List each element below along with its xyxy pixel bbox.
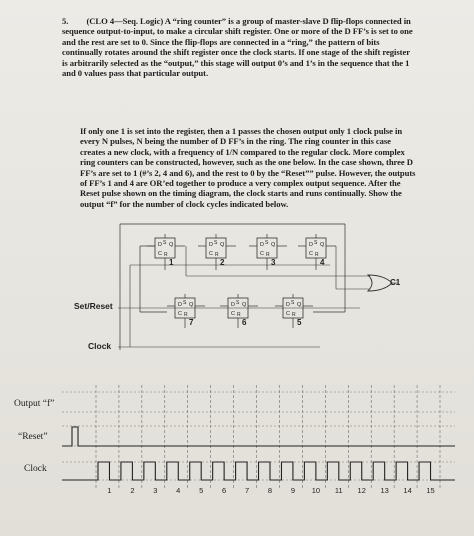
cycle-number-label: 10 — [311, 486, 321, 495]
pin-r-label: R — [184, 312, 188, 318]
pin-d-label: D — [178, 302, 182, 308]
cycle-number-label: 11 — [334, 486, 343, 495]
cycle-number-label: 8 — [267, 486, 273, 495]
pin-d-label: D — [260, 242, 264, 248]
cycle-number-label: 1 — [107, 486, 112, 495]
flip-flop-number: 7 — [189, 318, 194, 327]
cycle-number-label: 6 — [222, 486, 227, 495]
cycle-number-label: 15 — [426, 486, 435, 495]
pin-s-label: S — [291, 300, 295, 306]
pin-r-label: R — [237, 312, 241, 318]
pin-s-label: S — [236, 300, 240, 306]
pin-r-label: R — [292, 312, 296, 318]
pin-r-label: R — [266, 252, 270, 258]
timing-output-label: Output “f” — [14, 399, 55, 409]
pin-d-label: D — [286, 302, 290, 308]
pin-r-label: R — [215, 252, 219, 258]
pin-c-label: C — [286, 311, 290, 317]
pin-q-label: Q — [169, 242, 174, 248]
pin-c-label: C — [231, 311, 235, 317]
question-number: 5. — [62, 16, 69, 26]
pin-q-label: Q — [242, 302, 247, 308]
pin-s-label: S — [163, 240, 167, 246]
pin-s-label: S — [314, 240, 318, 246]
pin-c-label: C — [158, 251, 162, 257]
clock-waveform — [62, 462, 455, 480]
cycle-number-label: 9 — [290, 486, 296, 495]
cycle-number-label: 3 — [153, 486, 158, 495]
pin-c-label: C — [309, 251, 313, 257]
pin-r-label: R — [164, 252, 168, 258]
question-paragraph-2: If only one 1 is set into the register, then a 1 passes the chosen output only 1 clock pulse in every N pulses, N being the number of D FF’s in the ring. The ring counter in this case creates a new clock, with a frequency of 1/N compared to the regular clock. More complex ring counters can be constructed, however, such as the one below. In the case shown, three D FF’s are set to 1 (#’s 2, 4 and 6), and the rest to 0 by the “Reset”” pulse. However, the outputs of FF’s 1 and 4 are OR’ed together to produce a very complex output sequence. After the Reset pulse shown on the timing diagram, the clock starts and runs continually. Show the output “f” for the number of clock cycles indicated below. — [80, 126, 416, 209]
set-reset-label: Set/Reset — [74, 301, 113, 311]
circuit-clock-label: Clock — [88, 341, 112, 351]
pin-q-label: Q — [189, 302, 194, 308]
cycle-number-label: 12 — [357, 486, 366, 495]
pin-c-label: C — [260, 251, 264, 257]
pin-q-label: Q — [271, 242, 276, 248]
cycle-number-label: 14 — [403, 486, 412, 495]
cycle-number-label: 5 — [199, 486, 204, 495]
pin-s-label: S — [183, 300, 187, 306]
pin-d-label: D — [309, 242, 313, 248]
cycle-number-label: 4 — [176, 486, 181, 495]
flip-flop-number: 3 — [271, 258, 276, 267]
cycle-number-label: 7 — [244, 486, 250, 495]
pin-c-label: C — [178, 311, 182, 317]
flip-flop-number: 4 — [320, 258, 325, 267]
or-output-label: C1 — [390, 278, 401, 287]
reset-waveform — [62, 427, 455, 446]
cycle-number-label: 2 — [130, 486, 135, 495]
timing-clock-label: Clock — [24, 464, 47, 474]
pin-q-label: Q — [220, 242, 225, 248]
pin-c-label: C — [209, 251, 213, 257]
flip-flop-number: 2 — [220, 258, 225, 267]
flip-flop-number: 6 — [242, 318, 247, 327]
pin-d-label: D — [231, 302, 235, 308]
pin-r-label: R — [315, 252, 319, 258]
pin-s-label: S — [265, 240, 269, 246]
pin-d-label: D — [209, 242, 213, 248]
flip-flop-number: 5 — [297, 318, 302, 327]
pin-d-label: D — [158, 242, 162, 248]
pin-q-label: Q — [320, 242, 325, 248]
cycle-number-label: 13 — [380, 486, 389, 495]
question-intro-text: (CLO 4—Seq. Logic) A “ring counter” is a group of master-slave D flip-flops connected in sequence output-to-input, to make a circular shift register. One or more of the D FF’s is set to one and the rest are set to 0. Since the flip-flops are connected in a “ring,” the pattern of bits continually rotates around the shift register once the clock starts. If one stage of the shift register is arbitrarily selected as the “output,” this stage will output 0’s and 1’s in the sequence that the 1 and 0 values pass that particular output. — [62, 16, 413, 79]
pin-s-label: S — [214, 240, 218, 246]
timing-reset-label: “Reset” — [18, 432, 48, 442]
flip-flop-number: 1 — [169, 258, 174, 267]
pin-q-label: Q — [297, 302, 302, 308]
